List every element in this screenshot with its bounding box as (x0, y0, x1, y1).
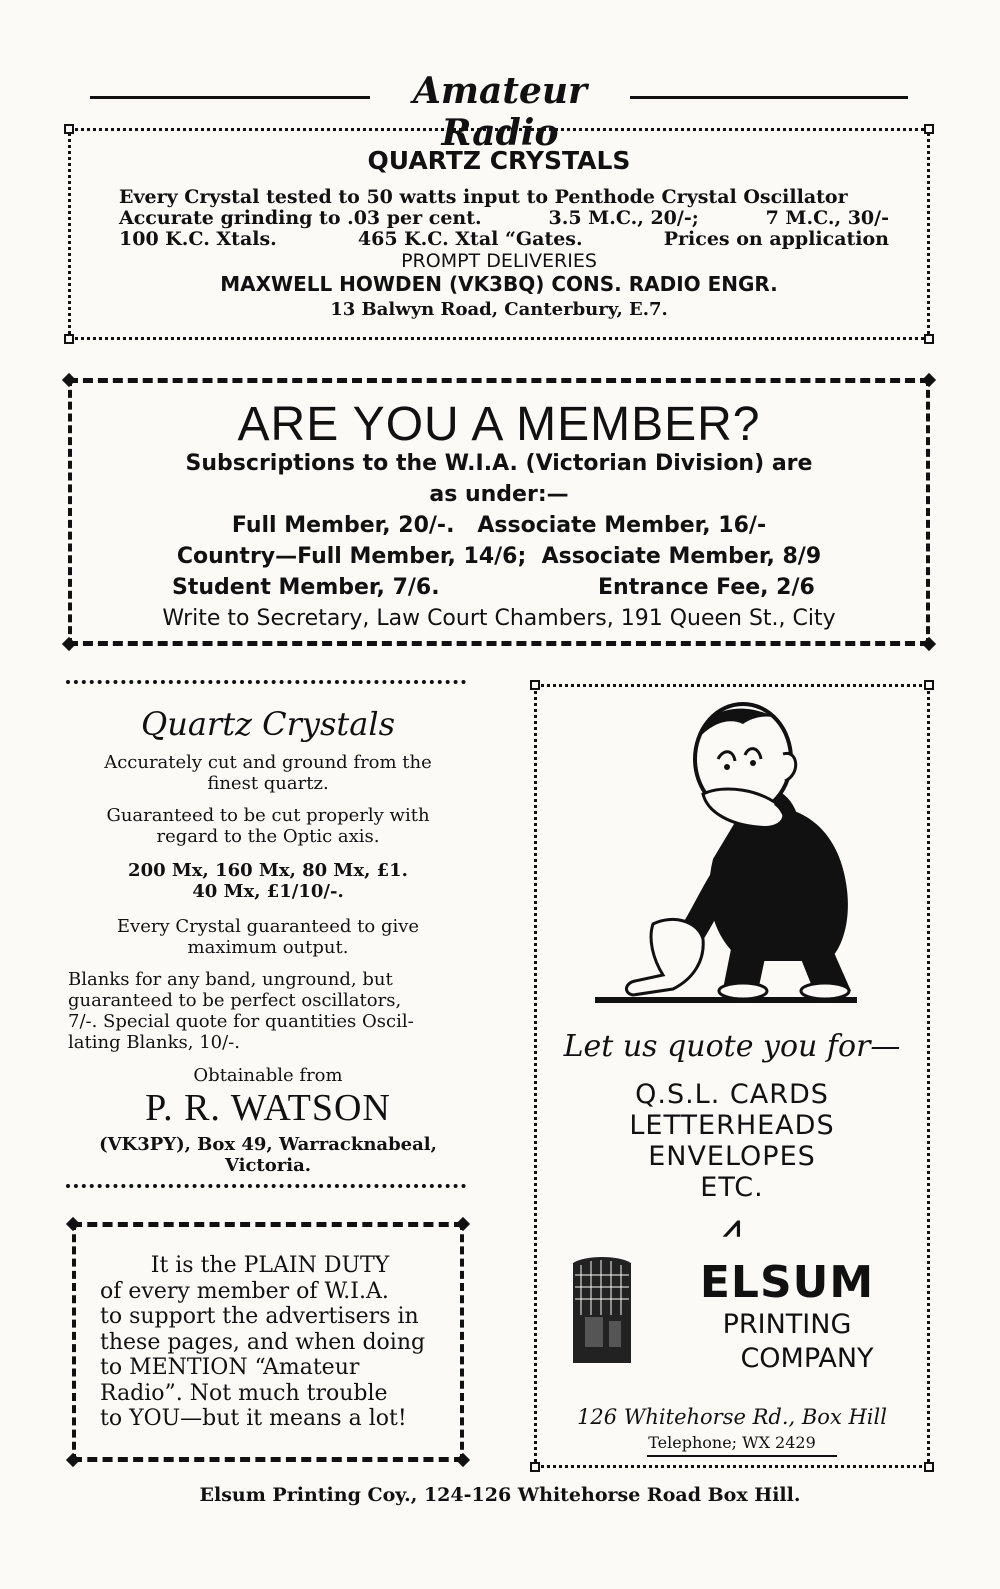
elsum-telephone: Telephone; WX 2429 (648, 1433, 816, 1452)
corner-ornament (62, 373, 76, 387)
watson-title: Quartz Crystals (141, 705, 395, 743)
elsum-monogram-icon: ⩘ (723, 1209, 741, 1244)
elsum-item-letterheads: LETTERHEADS (629, 1110, 835, 1141)
duty-line-1: It is the PLAIN DUTY (150, 1253, 390, 1278)
watson-p4-l1: Every Crystal guaranteed to give (116, 916, 420, 937)
member-line-5b: Entrance Fee, 2/6 (598, 575, 815, 600)
watson-rule-top (66, 680, 466, 684)
watson-name: P. R. WATSON (145, 1087, 391, 1129)
howden-price-7: 7 M.C., 30/- (765, 207, 889, 229)
corner-ornament (924, 124, 934, 134)
duty-line-7: to YOU—but it means a lot! (100, 1406, 407, 1431)
member-line-2: as under:— (429, 482, 569, 507)
elsum-company-printing: PRINTING (722, 1309, 852, 1340)
masthead-rule-right (630, 96, 908, 99)
corner-ornament (924, 680, 934, 690)
corner-ornament (62, 637, 76, 651)
watson-p5-l1: Blanks for any band, unground, but (68, 969, 393, 990)
elsum-item-qsl: Q.S.L. CARDS (635, 1079, 829, 1110)
member-line-3: Full Member, 20/-. Associate Member, 16/- (231, 513, 767, 538)
howden-465kc: 465 K.C. Xtal “Gates. (357, 228, 583, 250)
corner-ornament (456, 1217, 470, 1231)
duty-line-4: these pages, and when doing (100, 1329, 426, 1355)
corner-ornament (922, 637, 936, 651)
watson-p2-l2: regard to the Optic axis. (156, 826, 380, 847)
corner-ornament (924, 334, 934, 344)
watson-p3-l2: 40 Mx, £1/10/-. (192, 881, 344, 902)
watson-p3-l1: 200 Mx, 160 Mx, 80 Mx, £1. (128, 860, 408, 881)
elsum-item-envelopes: ENVELOPES (648, 1141, 816, 1172)
duty-notice-box (72, 1222, 464, 1462)
howden-deliveries: PROMPT DELIVERIES (401, 250, 597, 272)
howden-line-2 (119, 207, 889, 229)
howden-line-1 (119, 186, 889, 208)
masthead-rule-left (90, 96, 370, 99)
watson-p4 (66, 916, 470, 958)
corner-ornament (924, 1462, 934, 1472)
watson-p5-l4: lating Blanks, 10/-. (68, 1032, 240, 1053)
watson-rule-bottom (66, 1184, 466, 1188)
corner-ornament (64, 124, 74, 134)
member-line-1: Subscriptions to the W.I.A. (Victorian Division) are (185, 451, 813, 476)
corner-ornament (66, 1217, 80, 1231)
member-ad-box (68, 378, 930, 646)
howden-line-3 (119, 228, 889, 250)
howden-grinding: Accurate grinding to .03 per cent. (119, 207, 482, 229)
corner-ornament (530, 1462, 540, 1472)
howden-address: 13 Balwyn Road, Canterbury, E.7. (330, 299, 668, 320)
watson-p1 (66, 752, 470, 794)
duty-text (100, 1253, 440, 1432)
watson-p5-l2: guaranteed to be perfect oscillators, (68, 990, 402, 1011)
elsum-tagline: Let us quote you for— (563, 1029, 901, 1064)
duty-line-2: of every member of W.I.A. (100, 1278, 389, 1304)
howden-prices: Prices on application (663, 228, 889, 250)
member-headline: ARE YOU A MEMBER? (237, 398, 761, 451)
howden-price-35: 3.5 M.C., 20/-; (548, 207, 699, 229)
printing-press-emblem-icon (565, 1255, 639, 1371)
elsum-underline (647, 1455, 837, 1457)
cartoon-man-illustration (593, 699, 923, 1009)
member-line-4: Country—Full Member, 14/6; Associate Member, 8/9 (176, 544, 822, 569)
watson-p2-l1: Guaranteed to be cut properly with (106, 805, 430, 826)
watson-ad (66, 676, 470, 1196)
watson-address-l2: Victoria. (224, 1155, 312, 1176)
corner-ornament (64, 334, 74, 344)
corner-ornament (456, 1453, 470, 1467)
corner-ornament (66, 1453, 80, 1467)
elsum-company-company: COMPANY (740, 1343, 874, 1374)
elsum-company-name: ELSUM (699, 1257, 875, 1308)
duty-line-5: to MENTION “Amateur (100, 1355, 360, 1380)
duty-line-6: Radio”. Not much trouble (100, 1380, 388, 1406)
member-line-6: Write to Secretary, Law Court Chambers, 191 Queen St., City (162, 606, 836, 631)
watson-address (66, 1134, 470, 1176)
watson-p5-l3: 7/-. Special quote for quantities Oscil- (68, 1011, 414, 1032)
howden-name: MAXWELL HOWDEN (VK3BQ) CONS. RADIO ENGR. (220, 272, 778, 296)
watson-p5 (68, 969, 470, 1053)
page-footer: Elsum Printing Coy., 124-126 Whitehorse Road Box Hill. (199, 1484, 801, 1506)
elsum-address: 126 Whitehorse Rd., Box Hill (577, 1405, 887, 1429)
member-line-5a: Student Member, 7/6. (172, 575, 440, 600)
watson-p4-l2: maximum output. (187, 937, 349, 958)
corner-ornament (922, 373, 936, 387)
elsum-ad-box (534, 684, 930, 1468)
howden-title: QUARTZ CRYSTALS (367, 146, 631, 175)
elsum-item-etc: ETC. (700, 1172, 764, 1203)
watson-p1-l1: Accurately cut and ground from the (104, 752, 432, 773)
corner-ornament (530, 680, 540, 690)
watson-p2 (66, 805, 470, 847)
watson-p1-l2: finest quartz. (207, 773, 329, 794)
masthead-title: Amateur Radio (412, 70, 588, 154)
duty-line-3: to support the advertisers in (100, 1304, 419, 1329)
watson-obtainable: Obtainable from (193, 1065, 343, 1086)
howden-100kc: 100 K.C. Xtals. (119, 228, 277, 250)
watson-p3 (66, 860, 470, 902)
howden-line-1-text: Every Crystal tested to 50 watts input to Penthode Crystal Oscillator (119, 186, 848, 208)
howden-ad-box (68, 128, 930, 340)
watson-address-l1: (VK3PY), Box 49, Warracknabeal, (99, 1134, 437, 1155)
